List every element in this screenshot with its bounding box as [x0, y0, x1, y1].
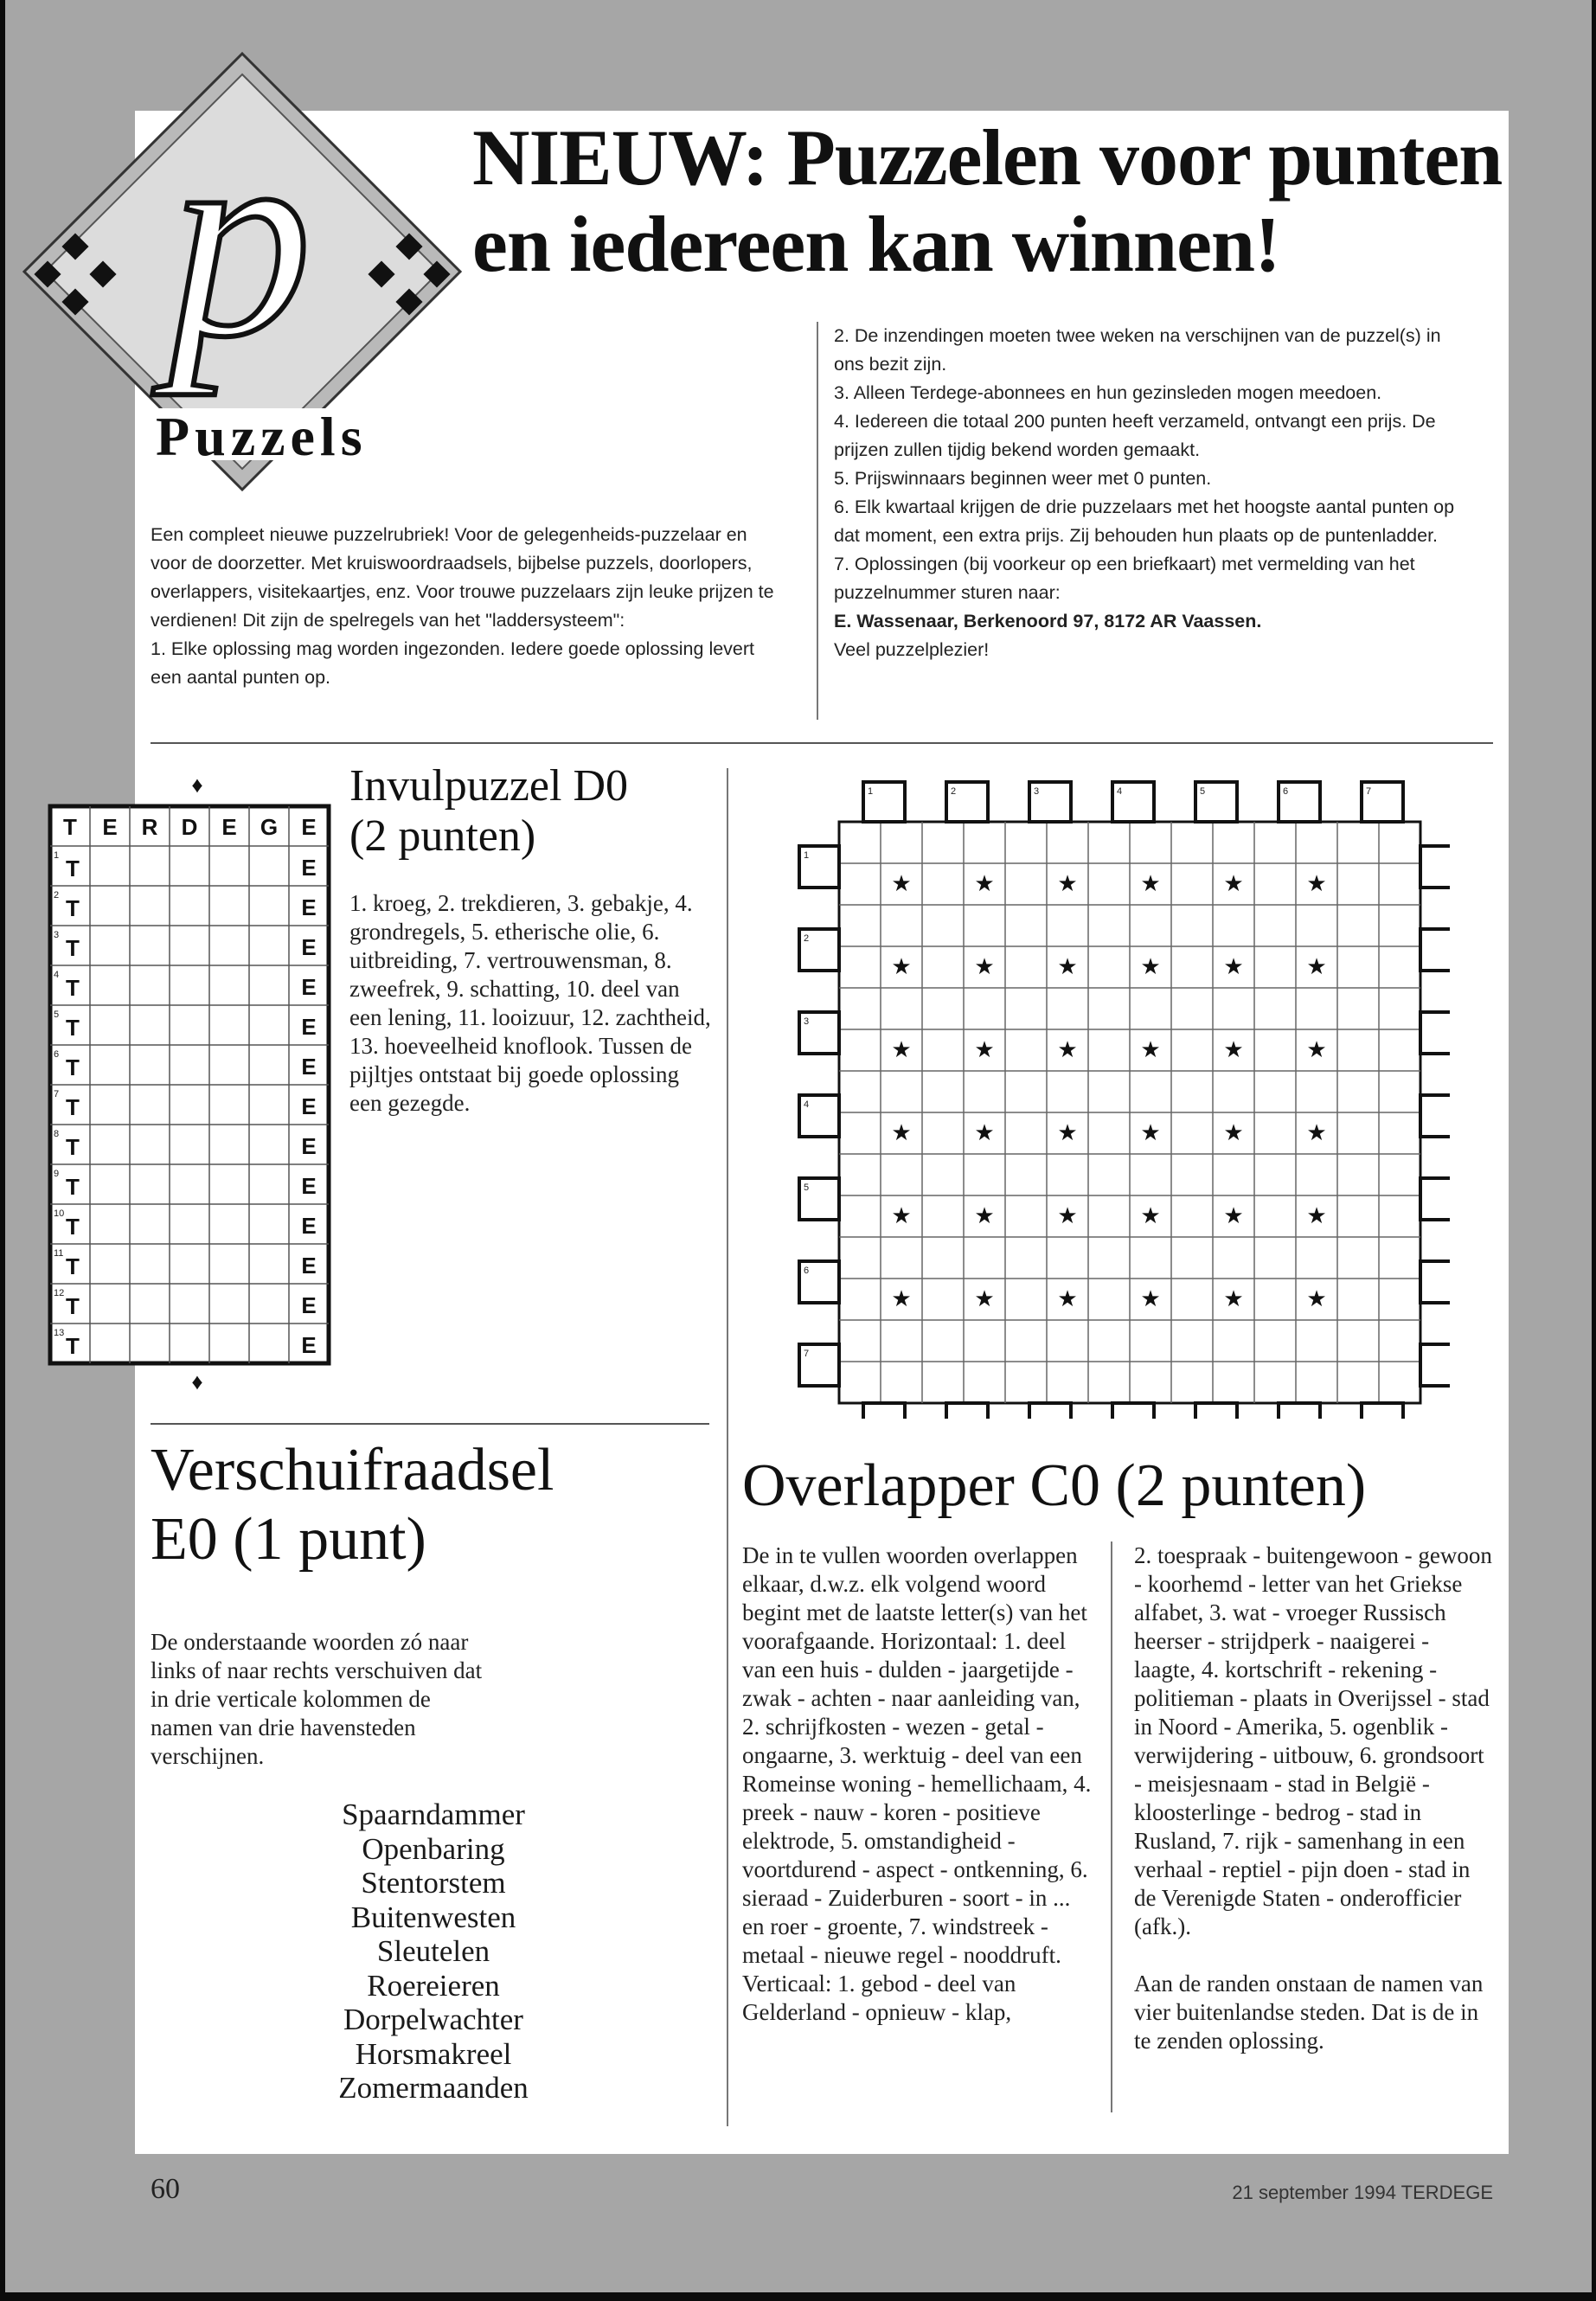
grid-header-letter: G	[260, 814, 279, 840]
right-edge-tab	[1420, 1095, 1450, 1137]
grid-first-letter: T	[66, 1333, 80, 1359]
rule-2: 2. De inzendingen moeten twee weken na verschijnen van de puzzel(s) in ons bezit zijn.	[834, 325, 1441, 375]
black-star-icon: ★	[1306, 1120, 1327, 1145]
bottom-edge-tab	[1029, 1403, 1071, 1419]
page-number: 60	[151, 2173, 180, 2205]
grid-first-letter: T	[66, 1174, 80, 1200]
grid-header-letter: E	[102, 814, 118, 840]
black-star-icon: ★	[974, 871, 995, 896]
black-star-icon: ★	[974, 1203, 995, 1228]
rule-1: 1. Elke oplossing mag worden ingezonden. Iedere goede oplossing levert een aantal punten op.	[151, 638, 755, 688]
grid-last-letter: E	[301, 894, 317, 920]
grid-last-letter: E	[301, 1213, 317, 1239]
black-star-icon: ★	[974, 954, 995, 979]
invulpuzzel-title-line-1: Invulpuzzel D0	[349, 761, 629, 811]
column-number: 3	[1034, 786, 1040, 797]
column-number: 7	[1366, 786, 1372, 797]
grid-first-letter: T	[66, 935, 80, 961]
title-line-2: en iedereen kan winnen!	[472, 200, 1280, 288]
black-star-icon: ★	[1306, 954, 1327, 979]
verschuif-word: Dorpelwachter	[343, 2003, 523, 2036]
black-star-icon: ★	[1057, 954, 1078, 979]
black-star-icon: ★	[891, 1286, 912, 1311]
invulpuzzel-title	[349, 761, 730, 862]
rule-7: 7. Oplossingen (bij voorkeur op een briefkaart) met vermelding van het puzzelnummer sturen naar:	[834, 554, 1415, 603]
black-star-icon: ★	[974, 1037, 995, 1062]
verschuif-word: Sleutelen	[376, 1934, 490, 1968]
invulpuzzel-grid	[43, 768, 346, 1400]
row-number: 2	[804, 933, 810, 944]
right-edge-tab	[1420, 846, 1450, 888]
right-edge-tab	[1420, 1012, 1450, 1054]
arrow-top-icon: ♦	[191, 772, 203, 798]
grid-row-number: 8	[54, 1129, 60, 1139]
right-edge-tab	[1420, 1261, 1450, 1303]
grid-row-number: 11	[54, 1248, 64, 1259]
grid-first-letter: T	[66, 1253, 80, 1279]
black-star-icon: ★	[1057, 1203, 1078, 1228]
grid-row-number: 7	[54, 1089, 60, 1099]
puzzels-logo	[17, 48, 467, 498]
invulpuzzel-title-line-2: (2 punten)	[349, 811, 536, 861]
overlapper-col-1: De in te vullen woorden overlappen elkaar, d.w.z. elk volgend woord begint met de laatste letter(s) van het voorafgaande. Horizontaal: 1. deel van een huis - dulden - jaargetijde - zwak - achten - naar aanleiding van, 2. schrijfkosten - wezen - getal - ongaarne, 3. werktuig - deel van een Romeinse woning - hemellichaam, 4. preek - nauw - koren - positieve elektrode, 5. omstandigheid - voortdurend - aspect - ontkenning, 6. sieraad - Zuiderburen - soort - in ... en roer - groente, 7. windstreek - metaal - nieuwe regel - nooddruft. Verticaal: 1. gebod - deel van Gelderland - opnieuw - klap,	[742, 1542, 1092, 2025]
grid-header-letter: R	[141, 814, 158, 840]
row-number: 4	[804, 1099, 810, 1110]
row-number: 3	[804, 1016, 810, 1027]
issue-info: 21 september 1994 TERDEGE	[1232, 2182, 1493, 2203]
verschuif-divider	[151, 1423, 709, 1425]
grid-row-number: 3	[54, 930, 60, 940]
grid-first-letter: T	[66, 1293, 80, 1319]
verschuif-word-list	[291, 1798, 576, 2106]
verschuif-word: Roereieren	[367, 1968, 500, 2003]
logo-letter: p	[169, 80, 312, 396]
grid-row-number: 6	[54, 1049, 60, 1060]
black-star-icon: ★	[1140, 871, 1161, 896]
grid-first-letter: T	[66, 1015, 80, 1041]
grid-first-letter: T	[66, 895, 80, 921]
grid-row-number: 13	[54, 1328, 65, 1338]
grid-row-number: 2	[54, 890, 60, 901]
overlapper-col-2-end: Aan de randen onstaan de namen van vier buitenlandse steden. Dat is de in te zenden oplossing.	[1134, 1971, 1484, 2054]
grid-last-letter: E	[301, 1054, 317, 1080]
grid-first-letter: T	[66, 975, 80, 1001]
grid-row-number: 1	[54, 850, 60, 861]
column-number: 4	[1117, 786, 1123, 797]
black-star-icon: ★	[891, 871, 912, 896]
grid-last-letter: E	[301, 1292, 317, 1318]
black-star-icon: ★	[974, 1120, 995, 1145]
black-star-icon: ★	[891, 954, 912, 979]
grid-row-number: 9	[54, 1169, 60, 1179]
rule-6: 6. Elk kwartaal krijgen de drie puzzelaars met het hoogste aantal punten op dat moment, een extra prijs. Zij behouden hun plaats op de puntenladder.	[834, 497, 1455, 546]
overlapper-col-2-text: 2. toespraak - buitengewoon - gewoon - koorhemd - letter van het Griekse alfabet, 3. wat - vroeger Russisch heerser - strijdperk - naaigerei - laagte, 4. kortschrift - rekening - politieman - plaats in Overijssel - stad in Noord - Amerika, 5. ogenblik - verwijdering - uitbouw, 6. grondsoort - meisjesnaam - stad in België - kloosterlinge - bedrog - stad in Rusland, 7. rijk - samenhang in een verhaal - reptiel - pijn doen - stad in de Verenigde Staten - onderofficier (afk.).	[1134, 1542, 1492, 1939]
bottom-edge-tab	[863, 1403, 905, 1419]
grid-last-letter: E	[301, 1173, 317, 1199]
grid-header-letter: E	[221, 814, 237, 840]
grid-last-letter: E	[301, 1332, 317, 1358]
black-star-icon: ★	[1140, 954, 1161, 979]
verschuif-text: De onderstaande woorden zó naar links of naar rechts verschuiven dat in drie verticale kolommen de namen van drie havensteden verschijnen.	[151, 1629, 483, 1769]
overlapper-col-2	[1134, 1541, 1496, 2055]
grid-first-letter: T	[66, 1054, 80, 1080]
black-star-icon: ★	[1057, 871, 1078, 896]
center-divider	[727, 768, 728, 2126]
black-star-icon: ★	[1223, 1120, 1244, 1145]
page-title	[472, 114, 1510, 287]
grid-row-number: 5	[54, 1009, 60, 1020]
right-edge-tab	[1420, 929, 1450, 971]
black-star-icon: ★	[1057, 1037, 1078, 1062]
black-star-icon: ★	[1223, 1286, 1244, 1311]
bottom-edge-tab	[1362, 1403, 1403, 1419]
title-line-1: NIEUW: Puzzelen voor punten	[472, 113, 1503, 202]
logo-label: Puzzels	[156, 406, 368, 467]
grid-last-letter: E	[301, 1133, 317, 1159]
right-edge-tab	[1420, 1178, 1450, 1220]
rule-4: 4. Iedereen die totaal 200 punten heeft verzameld, ontvangt een prijs. De prijzen zullen tijdig bekend worden gemaakt.	[834, 411, 1436, 460]
verschuif-title-line-1: Verschuifraadsel	[151, 1437, 554, 1503]
section-divider	[151, 742, 1493, 744]
black-star-icon: ★	[891, 1120, 912, 1145]
bottom-edge-tab	[1279, 1403, 1320, 1419]
overlapper-grid	[792, 779, 1450, 1419]
column-number: 2	[951, 786, 957, 797]
grid-last-letter: E	[301, 974, 317, 1000]
overlapper-title: Overlapper C0 (2 punten)	[742, 1452, 1367, 1519]
grid-header-letter: T	[63, 814, 77, 840]
black-star-icon: ★	[1057, 1120, 1078, 1145]
black-star-icon: ★	[1223, 1037, 1244, 1062]
address: E. Wassenaar, Berkenoord 97, 8172 AR Vaassen.	[834, 611, 1262, 631]
black-star-icon: ★	[1306, 1037, 1327, 1062]
verschuif-word: Horsmakreel	[355, 2036, 512, 2071]
verschuif-word: Openbaring	[362, 1831, 505, 1866]
black-star-icon: ★	[1223, 954, 1244, 979]
black-star-icon: ★	[891, 1037, 912, 1062]
arrow-bottom-icon: ♦	[191, 1369, 203, 1394]
verschuif-title	[151, 1436, 704, 1574]
bottom-edge-tab	[1195, 1403, 1237, 1419]
grid-last-letter: E	[301, 855, 317, 881]
grid-last-letter: E	[301, 1253, 317, 1279]
bottom-edge-tab	[1112, 1403, 1154, 1419]
grid-first-letter: T	[66, 1134, 80, 1160]
black-star-icon: ★	[1223, 871, 1244, 896]
column-number: 6	[1283, 786, 1289, 797]
intro-paragraph: Een compleet nieuwe puzzelrubriek! Voor de gelegenheids-puzzelaar en voor de doorzetter. Met kruiswoordraadsels, bijbelse puzzels, doorlopers, overlappers, visitekaartjes, enz. Voor trouwe puzzelaars zijn leuke prijzen te verdienen! Dit zijn de spelregels van het "laddersysteem":	[151, 524, 774, 631]
grid-header-letter: D	[181, 814, 198, 840]
grid-row-number: 10	[54, 1208, 65, 1219]
black-star-icon: ★	[1306, 1203, 1327, 1228]
black-star-icon: ★	[1140, 1286, 1161, 1311]
intro-text	[151, 521, 782, 692]
column-divider	[817, 322, 818, 720]
black-star-icon: ★	[974, 1286, 995, 1311]
verschuif-word: Spaarndammer	[342, 1798, 525, 1831]
right-edge-tab	[1420, 1344, 1450, 1386]
black-star-icon: ★	[1306, 871, 1327, 896]
grid-first-letter: T	[66, 856, 80, 881]
black-star-icon: ★	[1140, 1203, 1161, 1228]
row-number: 1	[804, 850, 810, 861]
signoff: Veel puzzelplezier!	[834, 639, 990, 660]
grid-last-letter: E	[301, 1014, 317, 1040]
verschuif-word: Stentorstem	[361, 1866, 506, 1900]
black-star-icon: ★	[1140, 1037, 1161, 1062]
invulpuzzel-clues: 1. kroeg, 2. trekdieren, 3. gebakje, 4. grondregels, 5. etherische olie, 6. uitbreiding, 7. vertrouwensman, 8. zweefrek, 9. schatting, 10. deel van een lening, 11. looizuur, 12. zachtheid, 13. hoeveelheid knoflook. Tussen de pijltjes ontstaat bij goede oplossing een gezegde.	[349, 890, 711, 1116]
black-star-icon: ★	[1057, 1286, 1078, 1311]
grid-first-letter: T	[66, 1094, 80, 1120]
row-number: 5	[804, 1183, 810, 1193]
grid-first-letter: T	[66, 1214, 80, 1240]
row-number: 6	[804, 1266, 810, 1276]
black-star-icon: ★	[1223, 1203, 1244, 1228]
column-number: 5	[1200, 786, 1206, 797]
grid-header-letter: E	[301, 814, 317, 840]
black-star-icon: ★	[1140, 1120, 1161, 1145]
black-star-icon: ★	[891, 1203, 912, 1228]
grid-row-number: 12	[54, 1288, 65, 1298]
column-number: 1	[868, 786, 874, 797]
row-number: 7	[804, 1349, 810, 1359]
verschuif-title-line-2: E0 (1 punt)	[151, 1506, 426, 1573]
grid-last-letter: E	[301, 934, 317, 960]
verschuif-word: Zomermaanden	[338, 2071, 529, 2105]
rule-3: 3. Alleen Terdege-abonnees en hun gezinsleden mogen meedoen.	[834, 382, 1382, 403]
rules-list	[834, 322, 1474, 664]
verschuif-word: Buitenwesten	[350, 1900, 516, 1934]
overlapper-col-divider	[1111, 1541, 1112, 2112]
rule-5: 5. Prijswinnaars beginnen weer met 0 punten.	[834, 468, 1212, 489]
bottom-edge-tab	[946, 1403, 988, 1419]
grid-row-number: 4	[54, 970, 60, 980]
grid-last-letter: E	[301, 1093, 317, 1119]
magazine-page	[5, 0, 1592, 2292]
black-star-icon: ★	[1306, 1286, 1327, 1311]
